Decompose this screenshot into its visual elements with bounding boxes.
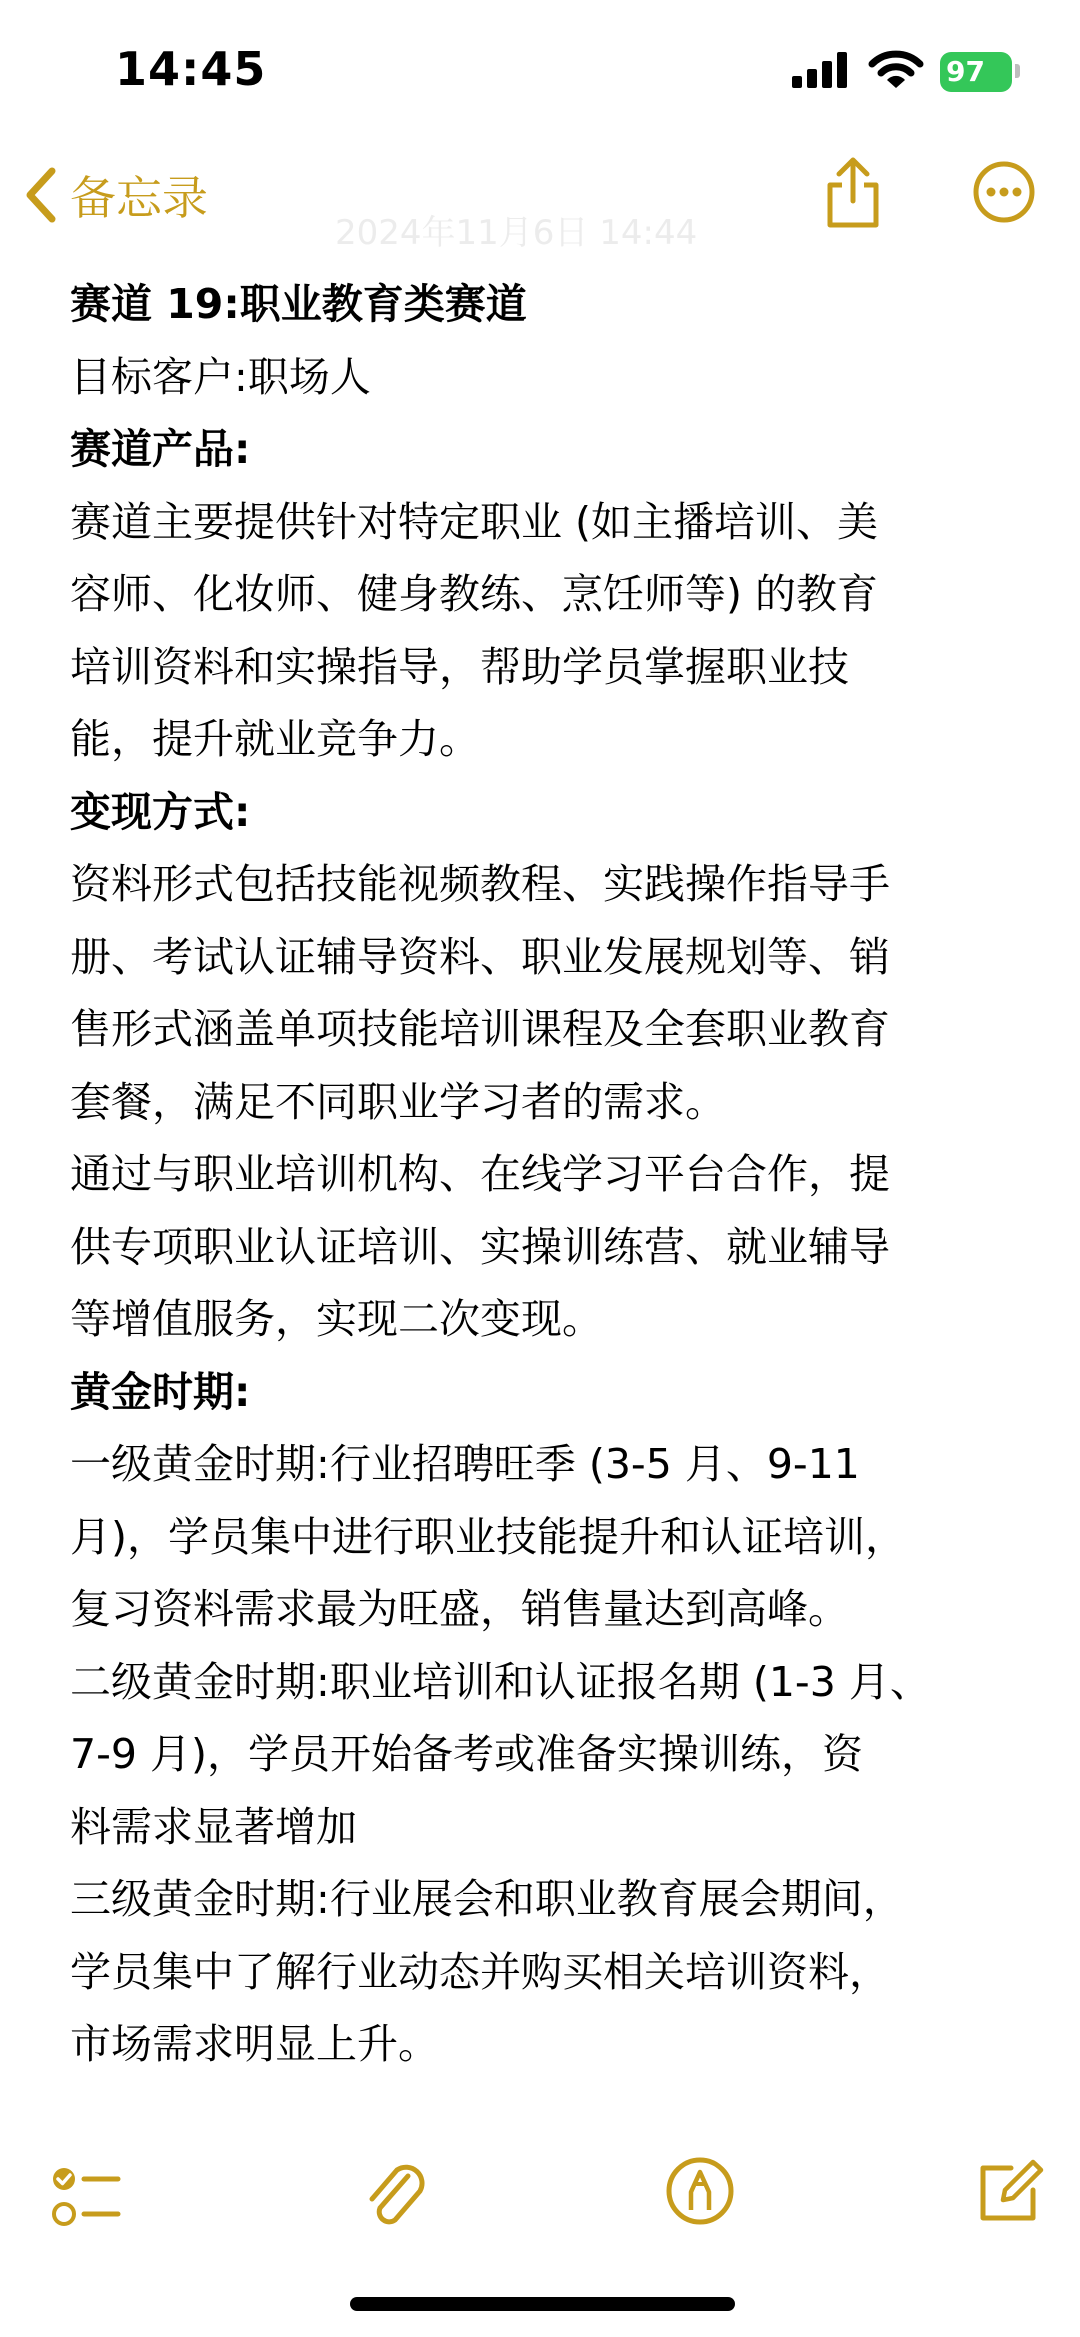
note-line: 学员集中了解行业动态并购买相关培训资料，	[70, 1947, 890, 1996]
home-indicator[interactable]	[350, 2297, 735, 2311]
note-line: 供专项职业认证培训、实操训练营、就业辅导	[70, 1222, 890, 1271]
markup-pen-icon[interactable]	[665, 2156, 735, 2226]
battery-cap	[1015, 64, 1020, 78]
battery-level: 97	[946, 55, 985, 88]
note-body[interactable]	[70, 268, 1030, 2081]
status-time: 14:45	[115, 42, 267, 96]
chevron-left-icon	[22, 165, 58, 225]
battery-indicator	[940, 52, 1012, 92]
note-line: 套餐，满足不同职业学习者的需求。	[70, 1077, 726, 1126]
note-line: 册、考试认证辅导资料、职业发展规划等、销	[70, 932, 890, 981]
checklist-icon[interactable]	[50, 2165, 122, 2231]
note-heading-line: 黄金时期:	[70, 1367, 251, 1416]
share-icon[interactable]	[820, 155, 886, 231]
note-line: 培训资料和实操指导，帮助学员掌握职业技	[70, 642, 849, 691]
note-line: 售形式涵盖单项技能培训课程及全套职业教育	[70, 1005, 890, 1053]
note-date: 2024年11月6日 14:44	[335, 213, 698, 253]
note-line: 三级黄金时期:行业展会和职业教育展会期间，	[70, 1875, 904, 1923]
note-line: 二级黄金时期:职业培训和认证报名期 (1-3 月、	[70, 1657, 931, 1706]
note-heading-line: 变现方式:	[70, 787, 251, 836]
note-line: 市场需求明显上升。	[70, 2020, 439, 2068]
back-label: 备忘录	[70, 171, 208, 225]
compose-icon[interactable]	[975, 2156, 1045, 2226]
note-line: 等增值服务，实现二次变现。	[70, 1295, 603, 1343]
paperclip-icon[interactable]	[360, 2158, 430, 2234]
wifi-icon	[868, 50, 924, 90]
note-line: 资料形式包括技能视频教程、实践操作指导手	[70, 860, 890, 908]
note-line: 能，提升就业竞争力。	[70, 715, 480, 763]
note-line: 7-9 月)，学员开始备考或准备实操训练，资	[70, 1730, 863, 1778]
note-line: 赛道主要提供针对特定职业 (如主播培训、美	[70, 497, 879, 546]
note-line: 料需求显著增加	[70, 1802, 357, 1851]
note-line: 通过与职业培训机构、在线学习平台合作，提	[70, 1150, 890, 1198]
note-line: 月)，学员集中进行职业技能提升和认证培训，	[70, 1512, 906, 1561]
bottom-toolbar	[0, 2140, 1080, 2250]
note-line: 目标客户:职场人	[70, 352, 371, 401]
note-line: 一级黄金时期:行业招聘旺季 (3-5 月、9-11	[70, 1440, 860, 1488]
back-button[interactable]	[22, 162, 208, 228]
note-heading-line: 赛道 19:职业教育类赛道	[70, 280, 527, 328]
status-bar	[0, 0, 1080, 140]
note-line: 容师、化妆师、健身教练、烹饪师等) 的教育	[70, 570, 879, 618]
ellipsis-circle-icon[interactable]	[972, 160, 1036, 224]
cellular-signal-icon	[792, 52, 850, 88]
note-heading-line: 赛道产品:	[70, 425, 251, 473]
note-line: 复习资料需求最为旺盛，销售量达到高峰。	[70, 1585, 849, 1633]
